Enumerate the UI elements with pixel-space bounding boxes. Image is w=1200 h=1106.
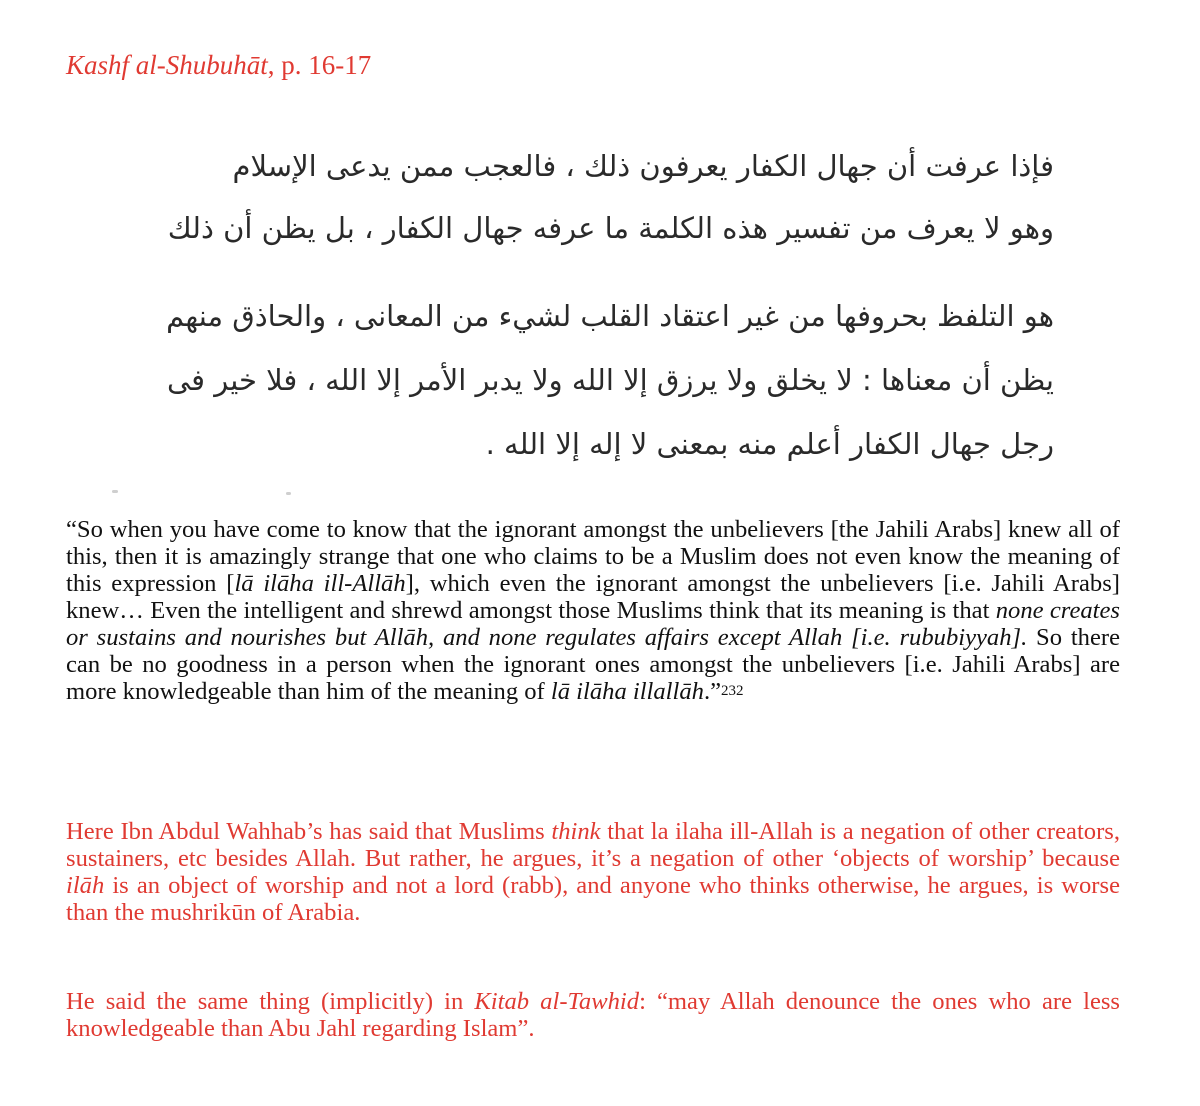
arabic-line: فإذا عرفت أن جهال الكفار يعرفون ذلك ، فالعجب ممن يدعى الإسلام [232, 149, 1054, 183]
commentary-emphasis: think [551, 818, 601, 845]
quote-term: lā ilāha illallāh [550, 678, 704, 705]
commentary-text: : “may Allah denounce the ones who are less knowledgeable than Abu Jahl regarding Islam”. [66, 988, 1120, 1042]
arabic-scan-excerpt [90, 102, 1120, 498]
quote-text: ], which even the ignorant amongst the unbelievers [i.e. Jahili Arabs] knew… Even the intelligent and shrewd amongst those Muslims think that its meaning is that [66, 570, 1120, 624]
page-range: , p. 16-17 [267, 50, 372, 80]
commentary-paragraph [66, 818, 1120, 926]
quote-text: So there can be no goodness in a person when the ignorant ones amongst the unbelievers [i.e. Jahili Arabs] are more knowledgeable than him of the meaning of [66, 624, 1120, 705]
commentary-text: Here Ibn Abdul Wahhab’s has said that Muslims [66, 818, 552, 845]
commentary-emphasis: ilāh [66, 872, 105, 899]
quote-text: .” [703, 678, 722, 705]
commentary-paragraph [66, 988, 1120, 1042]
arabic-line: هو التلفظ بحروفها من غير اعتقاد القلب لشيء من المعانى ، والحاذق منهم [166, 299, 1054, 333]
arabic-line: رجل جهال الكفار أعلم منه بمعنى لا إله إلا الله . [485, 427, 1054, 461]
arabic-line: يظن أن معناها : لا يخلق ولا يرزق إلا الله ولا يدبر الأمر إلا الله ، فلا خير فى [166, 363, 1054, 397]
commentary-text: is an object of worship and not a lord (rabb), and anyone who thinks otherwise, he argues, is worse than the mushrikūn of Arabia. [66, 872, 1120, 926]
quote-text: “So when you have come to know that the ignorant amongst the unbelievers [the Jahili Arabs] knew all of this, then it is amazingly strange that one who claims to be a Muslim does not even know the meaning of this expression [ [66, 516, 1120, 597]
footnote-marker: 232 [721, 683, 744, 699]
source-citation [66, 48, 371, 82]
scan-speck [286, 492, 291, 495]
english-translation-quote [66, 516, 1120, 705]
book-title: Kashf al-Shubuhāt [66, 50, 268, 80]
arabic-line: وهو لا يعرف من تفسير هذه الكلمة ما عرفه جهال الكفار ، بل يظن أن ذلك [167, 211, 1054, 245]
commentary-text: that la ilaha ill-Allah is a negation of other creators, sustainers, etc besides Allah. But rather, he argues, it’s a negation of other ‘objects of worship’ because [66, 818, 1120, 872]
quote-term: lā ilāha ill-Allāh [234, 570, 406, 597]
commentary-emphasis: Kitab al-Tawhid [474, 988, 640, 1015]
quote-emphasis: none creates or sustains and nourishes but Allāh, and none regulates affairs except Allah [i.e. rububiyyah]. [66, 597, 1120, 651]
commentary-text: He said the same thing (implicitly) in [66, 988, 475, 1015]
scan-speck [112, 490, 118, 493]
